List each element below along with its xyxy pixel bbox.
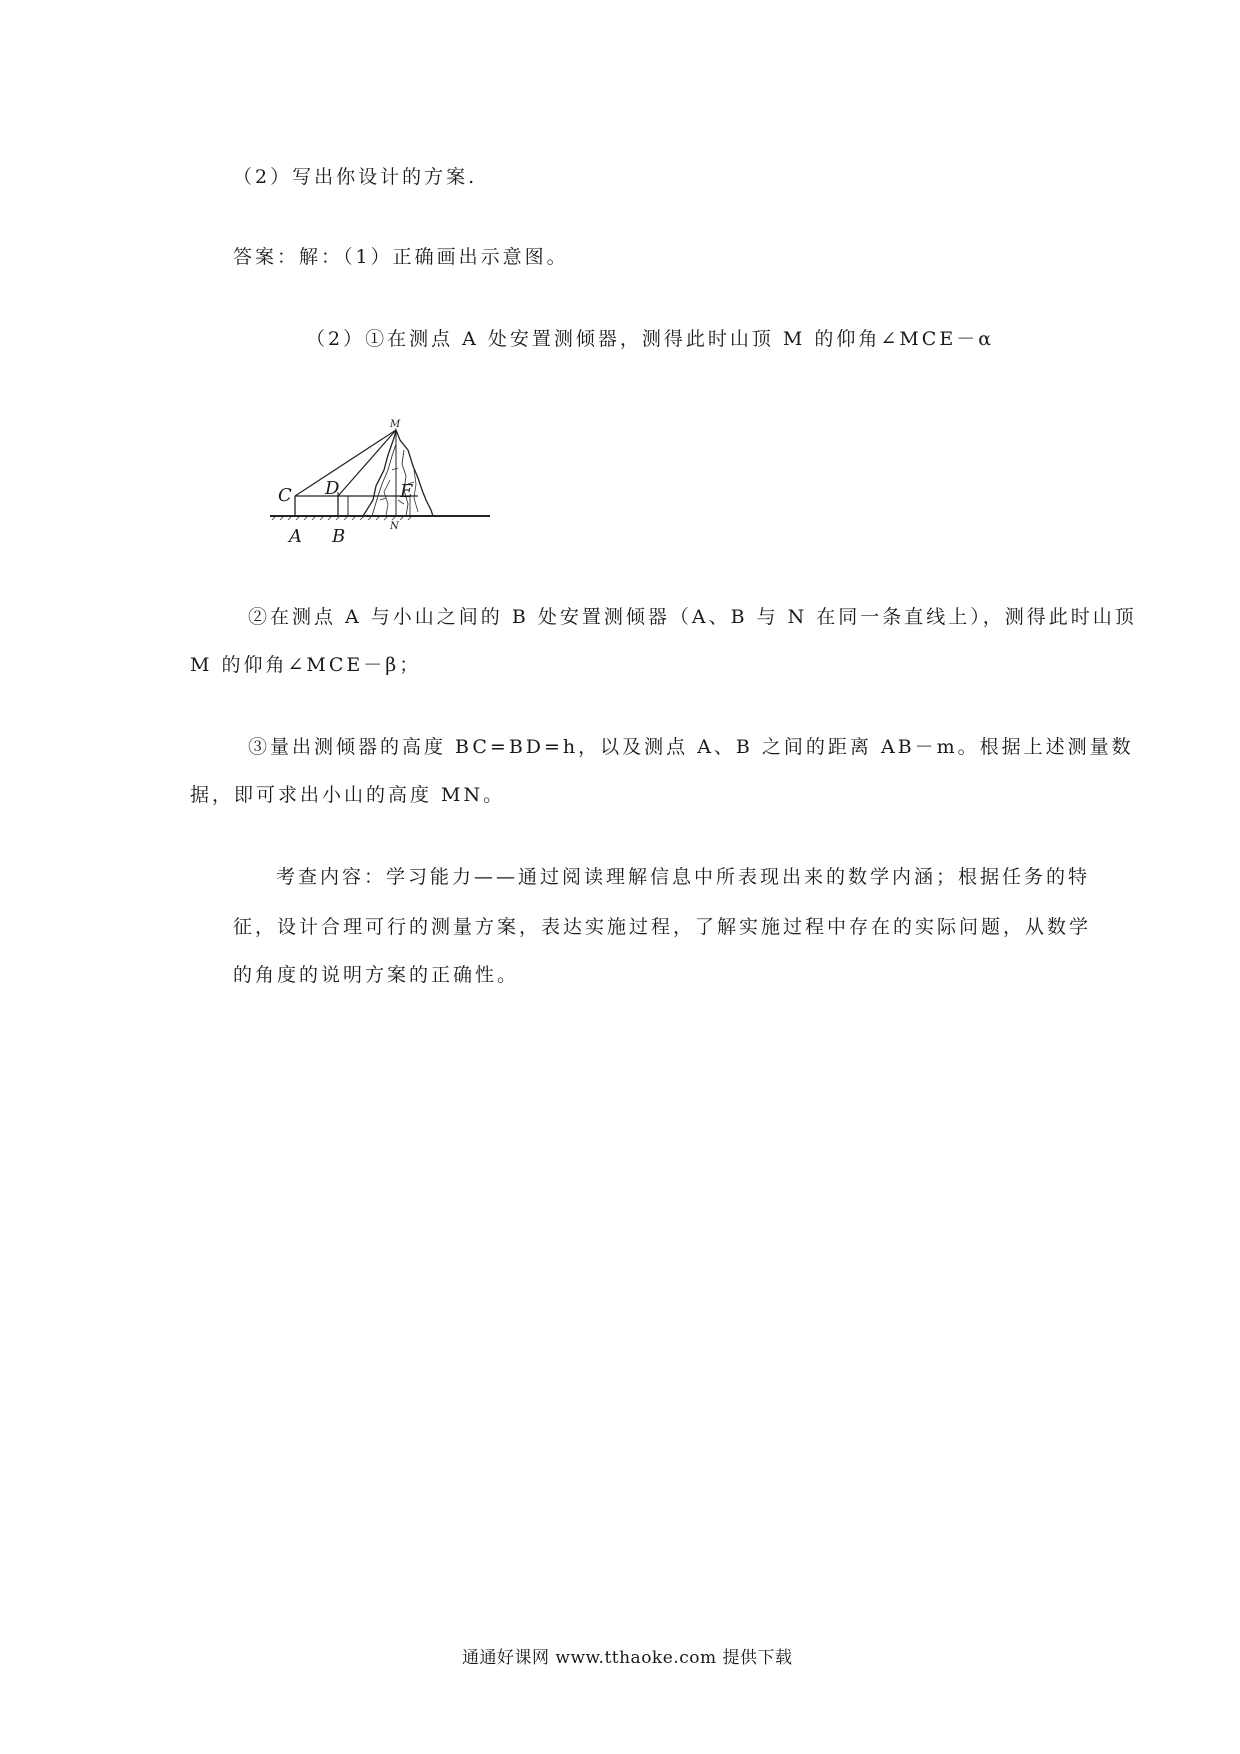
exam-content-line-3: 的角度的说明方案的正确性。: [233, 964, 520, 986]
label-c: C: [278, 485, 292, 506]
mountain-outline: [363, 430, 433, 516]
label-m: M: [390, 419, 401, 430]
page-footer: 通通好课网 www.tthaoke.com 提供下载: [462, 1648, 793, 1668]
step-1-text: （2）①在测点 A 处安置测倾器，测得此时山顶 M 的仰角∠MCE－α: [306, 328, 995, 350]
label-a: A: [289, 526, 302, 547]
question-2-text: （2）写出你设计的方案.: [233, 166, 478, 188]
step-3-line-2: 据，即可求出小山的高度 MN。: [190, 784, 506, 806]
label-e: E: [400, 481, 414, 502]
step-3-line-1: ③量出测倾器的高度 BC=BD=h，以及测点 A、B 之间的距离 AB－m。根据上述测量数: [248, 736, 1134, 758]
label-d: D: [325, 478, 340, 499]
mountain-measurement-diagram: [268, 400, 498, 550]
exam-content-line-1: 考查内容：学习能力——通过阅读理解信息中所表现出来的数学内涵；根据任务的特: [276, 866, 1091, 888]
step-2-line-2: M 的仰角∠MCE－β；: [190, 654, 422, 676]
step-2-line-1: ②在测点 A 与小山之间的 B 处安置测倾器（A、B 与 N 在同一条直线上），测得此时山顶: [248, 606, 1137, 628]
answer-intro-text: 答案：解：（1）正确画出示意图。: [233, 246, 569, 268]
label-n: N: [390, 521, 399, 532]
exam-content-line-2: 征，设计合理可行的测量方案，表达实施过程，了解实施过程中存在的实际问题，从数学: [233, 916, 1092, 938]
label-b: B: [332, 526, 346, 547]
